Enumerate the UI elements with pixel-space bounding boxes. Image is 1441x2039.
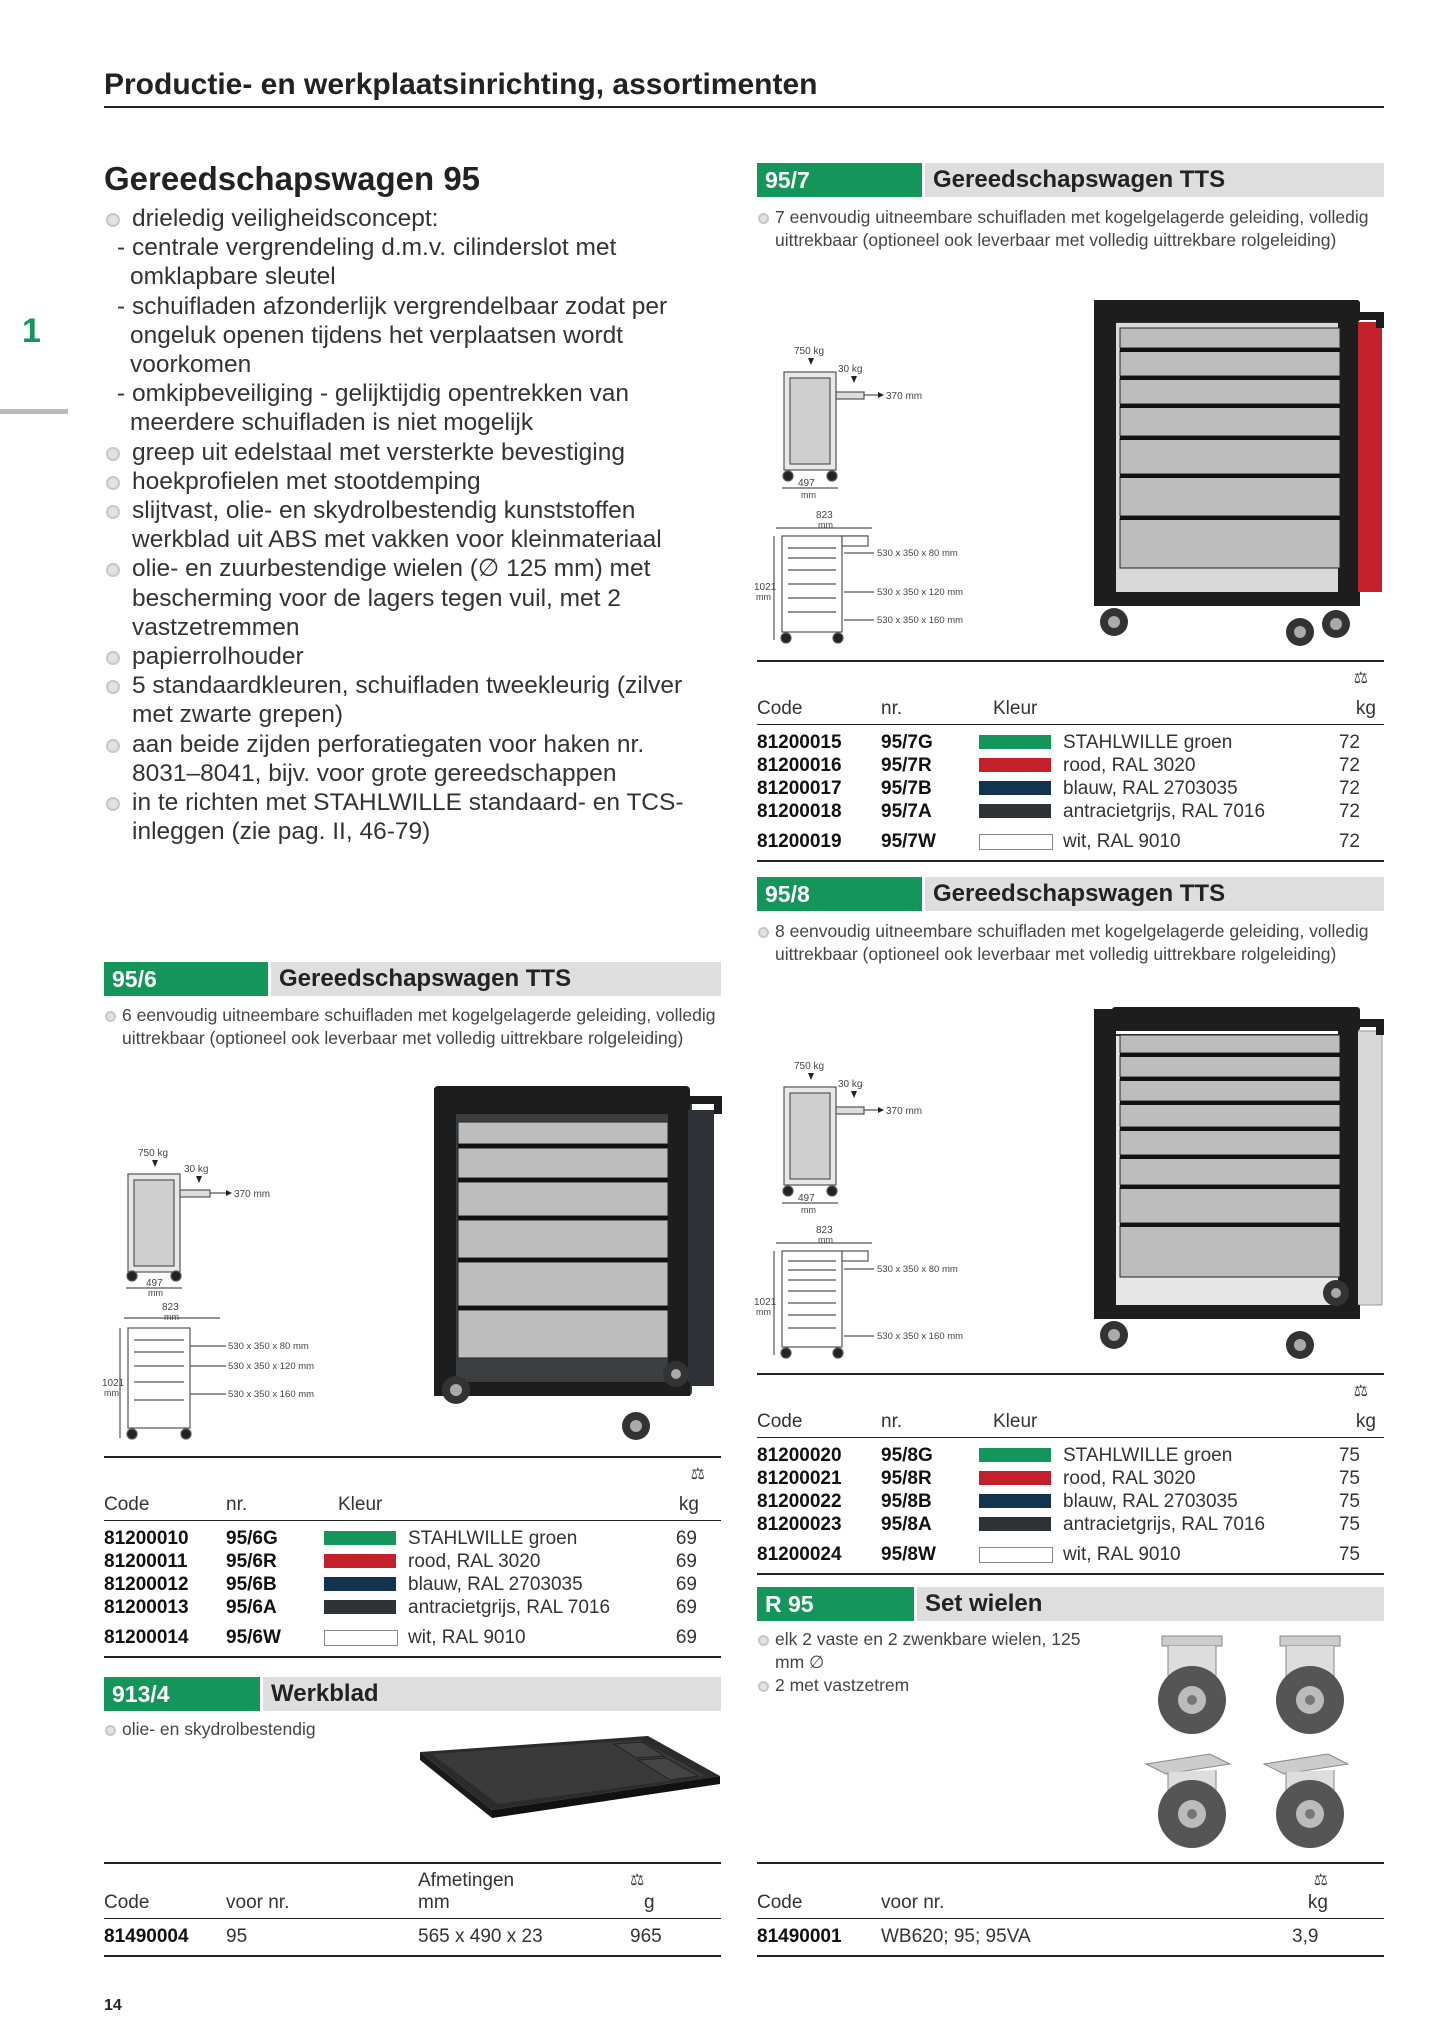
weight-value: 72 — [1338, 831, 1360, 852]
table-row — [104, 1573, 721, 1596]
svg-text:530 x 350 x 160 mm: 530 x 350 x 160 mm — [877, 615, 964, 626]
trolley-image-95-8 — [1090, 995, 1390, 1367]
section-description: 8 eenvoudig uitneembare schuifladen met kogelgelagerde geleiding, volledig uittrekbaar (optioneel ook leverbaar met volledig uittrekbare rolgeleiding) — [757, 920, 1384, 966]
weight-value: 75 — [1338, 1468, 1360, 1489]
article-code: 81200021 — [757, 1468, 842, 1489]
article-nr: 95/6A — [226, 1597, 277, 1618]
load-total-label: 750 kg — [794, 346, 825, 357]
article-nr: 95/8W — [881, 1544, 936, 1565]
page-number: 14 — [104, 1997, 122, 2014]
svg-text:mm: mm — [148, 1288, 163, 1298]
color-name: antracietgrijs, RAL 7016 — [1063, 1514, 1266, 1535]
color-swatch — [979, 1471, 1051, 1485]
article-code: 81200018 — [757, 801, 842, 822]
wheels-image — [1140, 1630, 1386, 1858]
color-name: rood, RAL 3020 — [1063, 755, 1196, 776]
color-swatch — [979, 1494, 1051, 1508]
weight-scale-icon: ⚖ — [1353, 670, 1368, 687]
color-name: rood, RAL 3020 — [408, 1551, 541, 1572]
section-name: Gereedschapswagen TTS — [271, 962, 721, 996]
table-header: Code nr. Kleur ⚖ kg — [757, 1373, 1384, 1438]
article-nr: 95/7R — [881, 755, 932, 776]
weight-value: 72 — [1338, 732, 1360, 753]
feature-item: drieledig veiligheidsconcept: — [104, 204, 714, 233]
table-row — [104, 1596, 721, 1619]
chapter-marker — [0, 409, 68, 414]
color-name: blauw, RAL 2703035 — [408, 1574, 583, 1595]
section-name: Gereedschapswagen TTS — [925, 877, 1384, 911]
color-name: rood, RAL 3020 — [1063, 1468, 1196, 1489]
color-swatch — [324, 1554, 396, 1568]
svg-text:497: 497 — [798, 1193, 815, 1204]
color-name: STAHLWILLE groen — [1063, 732, 1233, 753]
table-row — [757, 1444, 1384, 1467]
article-code: 81200022 — [757, 1491, 842, 1512]
svg-text:530 x 350 x 80 mm: 530 x 350 x 80 mm — [877, 548, 958, 559]
svg-text:mm: mm — [756, 1307, 771, 1317]
section-name: Set wielen — [917, 1587, 1384, 1621]
weight-value: 69 — [675, 1528, 697, 1549]
weight-value: 69 — [675, 1551, 697, 1572]
weight-value: 75 — [1338, 1491, 1360, 1512]
table-row — [757, 823, 1384, 860]
table-row — [757, 1467, 1384, 1490]
svg-text:530 x 350 x 80 mm: 530 x 350 x 80 mm — [877, 1264, 958, 1275]
color-swatch — [324, 1531, 396, 1545]
feature-subitem: - centrale vergrendeling d.m.v. cilinderslot met omklapbare sleutel — [117, 234, 617, 291]
color-name: antracietgrijs, RAL 7016 — [1063, 801, 1266, 822]
article-code: 81200013 — [104, 1597, 189, 1618]
article-nr: 95/7W — [881, 831, 936, 852]
section-name: Gereedschapswagen TTS — [925, 163, 1384, 197]
feature-item: aan beide zijden perforatiegaten voor haken nr. 8031–8041, bijv. voor grote gereedschappen — [104, 730, 714, 788]
weight-value: 69 — [675, 1597, 697, 1618]
svg-text:370 mm: 370 mm — [234, 1189, 271, 1200]
chapter-number: 1 — [22, 312, 41, 350]
technical-drawing-95-6 — [102, 1142, 315, 1452]
svg-text:1021: 1021 — [102, 1378, 125, 1389]
svg-text:497: 497 — [146, 1278, 163, 1289]
svg-text:370 mm: 370 mm — [886, 1106, 923, 1117]
article-nr: 95/8B — [881, 1491, 932, 1512]
svg-text:750 kg: 750 kg — [794, 1061, 825, 1072]
fixed-wheel — [1158, 1636, 1226, 1734]
svg-text:750 kg: 750 kg — [138, 1148, 169, 1159]
table-header: Code voor nr. ⚖ kg — [757, 1862, 1384, 1919]
table-row — [104, 1619, 721, 1656]
section-code: 95/7 — [757, 163, 922, 197]
table-row — [757, 777, 1384, 800]
feature-item: olie- en zuurbestendige wielen (∅ 125 mm) met bescherming voor de lagers tegen vuil, met 2 vastzetremmen — [104, 554, 714, 642]
svg-text:mm: mm — [801, 1205, 816, 1215]
feature-item: in te richten met STAHLWILLE standaard- en TCS-inleggen (zie pag. II, 46-79) — [104, 788, 714, 846]
section-header-95-7 — [757, 163, 1384, 197]
weight-scale-icon: ⚖ — [1313, 1872, 1328, 1889]
svg-text:530 x 350 x 80 mm: 530 x 350 x 80 mm — [228, 1341, 309, 1352]
svg-text:497: 497 — [798, 478, 815, 489]
feature-item: 5 standaardkleuren, schuifladen tweekleurig (zilver met zwarte grepen) — [104, 671, 714, 729]
section-description: 7 eenvoudig uitneembare schuifladen met kogelgelagerde geleiding, volledig uittrekbaar (optioneel ook leverbaar met volledig uittrekbare rolgeleiding) — [757, 206, 1384, 252]
table-row — [757, 1536, 1384, 1573]
section-code: 913/4 — [104, 1677, 260, 1711]
table-header: Code nr. Kleur ⚖ kg — [104, 1456, 721, 1521]
article-code: 81200010 — [104, 1528, 189, 1549]
color-name: blauw, RAL 2703035 — [1063, 778, 1238, 799]
section-code: 95/6 — [104, 962, 268, 996]
article-code: 81200019 — [757, 831, 842, 852]
table-r95 — [757, 1862, 1384, 1957]
article-nr: 95/6W — [226, 1627, 281, 1648]
weight-value: 75 — [1338, 1544, 1360, 1565]
extension-label: 370 mm — [886, 391, 923, 402]
article-nr: 95/8G — [881, 1445, 933, 1466]
svg-text:1021: 1021 — [754, 582, 777, 593]
article-code: 81200014 — [104, 1627, 189, 1648]
feature-subitem: - omkipbeveiliging - gelijktijdig opentrekken van meerdere schuifladen is niet mogelijk — [117, 380, 630, 437]
table-header: Code nr. Kleur ⚖ kg — [757, 660, 1384, 725]
svg-text:mm: mm — [801, 490, 816, 500]
color-swatch — [979, 781, 1051, 795]
section-header-95-6 — [104, 962, 721, 996]
section-code: R 95 — [757, 1587, 914, 1621]
article-nr: 95/7B — [881, 778, 932, 799]
table-row — [104, 1550, 721, 1573]
article-code: 81200012 — [104, 1574, 189, 1595]
color-name: STAHLWILLE groen — [408, 1528, 578, 1549]
color-swatch — [979, 804, 1051, 818]
feature-item: greep uit edelstaal met versterkte bevestiging — [104, 438, 714, 467]
table-row — [757, 1513, 1384, 1536]
section-code: 95/8 — [757, 877, 922, 911]
weight-value: 75 — [1338, 1514, 1360, 1535]
table-row: 81490004 95 565 x 490 x 23 965 — [104, 1926, 662, 1947]
svg-text:mm: mm — [756, 592, 771, 602]
color-name: wit, RAL 9010 — [1063, 831, 1181, 852]
weight-scale-icon: ⚖ — [1353, 1383, 1368, 1400]
table-row — [757, 1490, 1384, 1513]
weight-scale-icon: ⚖ — [630, 1872, 645, 1889]
weight-scale-icon: ⚖ — [690, 1466, 705, 1483]
svg-text:30 kg: 30 kg — [838, 1079, 863, 1090]
feature-list — [104, 204, 714, 846]
trolley-image-95-7 — [1090, 282, 1390, 654]
article-nr: 95/7G — [881, 732, 933, 753]
article-code: 81200024 — [757, 1544, 842, 1565]
color-name: STAHLWILLE groen — [1063, 1445, 1233, 1466]
svg-text:530 x 350 x 120 mm: 530 x 350 x 120 mm — [877, 587, 964, 598]
load-drawer-label: 30 kg — [838, 364, 863, 375]
feature-subitem: - schuifladen afzonderlijk vergrendelbaar zodat per ongeluk openen tijdens het verplaatsen wordt voorkomen — [117, 292, 668, 379]
color-swatch — [979, 735, 1051, 749]
table-row — [757, 754, 1384, 777]
worktop-image — [416, 1724, 726, 1824]
article-nr: 95/6B — [226, 1574, 277, 1595]
article-code: 81200016 — [757, 755, 842, 776]
svg-text:mm: mm — [818, 1235, 833, 1245]
table-body — [757, 731, 1384, 860]
feature-item: slijtvast, olie- en skydrolbestendig kunststoffen werkblad uit ABS met vakken voor kleinmateriaal — [104, 496, 714, 554]
table-row — [757, 800, 1384, 823]
section-description: elk 2 vaste en 2 zwenkbare wielen, 125 mm ∅ 2 met vastzetrem — [757, 1628, 1097, 1697]
feature-item: papierrolhouder — [104, 642, 714, 671]
color-swatch — [979, 1448, 1051, 1462]
table-body — [757, 1444, 1384, 1573]
color-swatch — [324, 1577, 396, 1591]
table-95-8 — [757, 1373, 1384, 1575]
article-nr: 95/6R — [226, 1551, 277, 1572]
color-name: blauw, RAL 2703035 — [1063, 1491, 1238, 1512]
feature-item: hoekprofielen met stootdemping — [104, 467, 714, 496]
svg-text:823: 823 — [162, 1302, 179, 1313]
weight-value: 75 — [1338, 1445, 1360, 1466]
svg-text:823: 823 — [816, 1225, 833, 1236]
table-95-6 — [104, 1456, 721, 1658]
color-name: antracietgrijs, RAL 7016 — [408, 1597, 611, 1618]
article-code: 81200020 — [757, 1445, 842, 1466]
header-rule — [104, 106, 1384, 108]
color-swatch — [979, 1547, 1053, 1563]
svg-text:mm: mm — [164, 1312, 179, 1322]
article-code: 81200017 — [757, 778, 842, 799]
table-95-7 — [757, 660, 1384, 862]
trolley-image-95-6 — [430, 1074, 726, 1446]
color-swatch — [979, 1517, 1051, 1531]
article-nr: 95/7A — [881, 801, 932, 822]
weight-value: 69 — [675, 1574, 697, 1595]
svg-text:30 kg: 30 kg — [184, 1164, 209, 1175]
weight-value: 69 — [675, 1627, 697, 1648]
section-header-95-8 — [757, 877, 1384, 911]
technical-drawing-95-8 — [754, 1055, 964, 1365]
table-row — [757, 731, 1384, 754]
svg-text:1021: 1021 — [754, 1297, 777, 1308]
section-header-913-4 — [104, 1677, 721, 1711]
table-body — [104, 1527, 721, 1656]
article-nr: 95/8R — [881, 1468, 932, 1489]
article-nr: 95/8A — [881, 1514, 932, 1535]
article-code: 81200023 — [757, 1514, 842, 1535]
color-swatch — [979, 834, 1053, 850]
technical-drawing-95-7 — [754, 340, 964, 650]
svg-text:530 x 350 x 120 mm: 530 x 350 x 120 mm — [228, 1361, 315, 1372]
svg-text:530 x 350 x 160 mm: 530 x 350 x 160 mm — [877, 1331, 964, 1342]
table-row: 81490001 WB620; 95; 95VA 3,9 — [757, 1926, 1319, 1947]
svg-text:530 x 350 x 160 mm: 530 x 350 x 160 mm — [228, 1389, 315, 1400]
color-swatch — [979, 758, 1051, 772]
article-nr: 95/6G — [226, 1528, 278, 1549]
color-name: wit, RAL 9010 — [408, 1627, 526, 1648]
table-header: Code voor nr. Afmetingen mm ⚖ g — [104, 1862, 721, 1919]
table-913-4 — [104, 1862, 721, 1957]
product-title: Gereedschapswagen 95 — [104, 160, 481, 197]
svg-text:mm: mm — [818, 520, 833, 530]
page-header: Productie- en werkplaatsinrichting, assortimenten — [104, 68, 818, 101]
weight-value: 72 — [1338, 755, 1360, 776]
svg-text:823: 823 — [816, 510, 833, 521]
section-description: olie- en skydrolbestendig — [104, 1718, 504, 1741]
color-name: wit, RAL 9010 — [1063, 1544, 1181, 1565]
table-row — [104, 1527, 721, 1550]
weight-value: 72 — [1338, 801, 1360, 822]
section-name: Werkblad — [263, 1677, 721, 1711]
section-description: 6 eenvoudig uitneembare schuifladen met kogelgelagerde geleiding, volledig uittrekbaar (optioneel ook leverbaar met volledig uittrekbare rolgeleiding) — [104, 1004, 721, 1050]
color-swatch — [324, 1630, 398, 1646]
section-header-r95 — [757, 1587, 1384, 1621]
color-swatch — [324, 1600, 396, 1614]
svg-text:mm: mm — [104, 1388, 119, 1398]
article-code: 81200015 — [757, 732, 842, 753]
article-code: 81200011 — [104, 1551, 188, 1572]
weight-value: 72 — [1338, 778, 1360, 799]
